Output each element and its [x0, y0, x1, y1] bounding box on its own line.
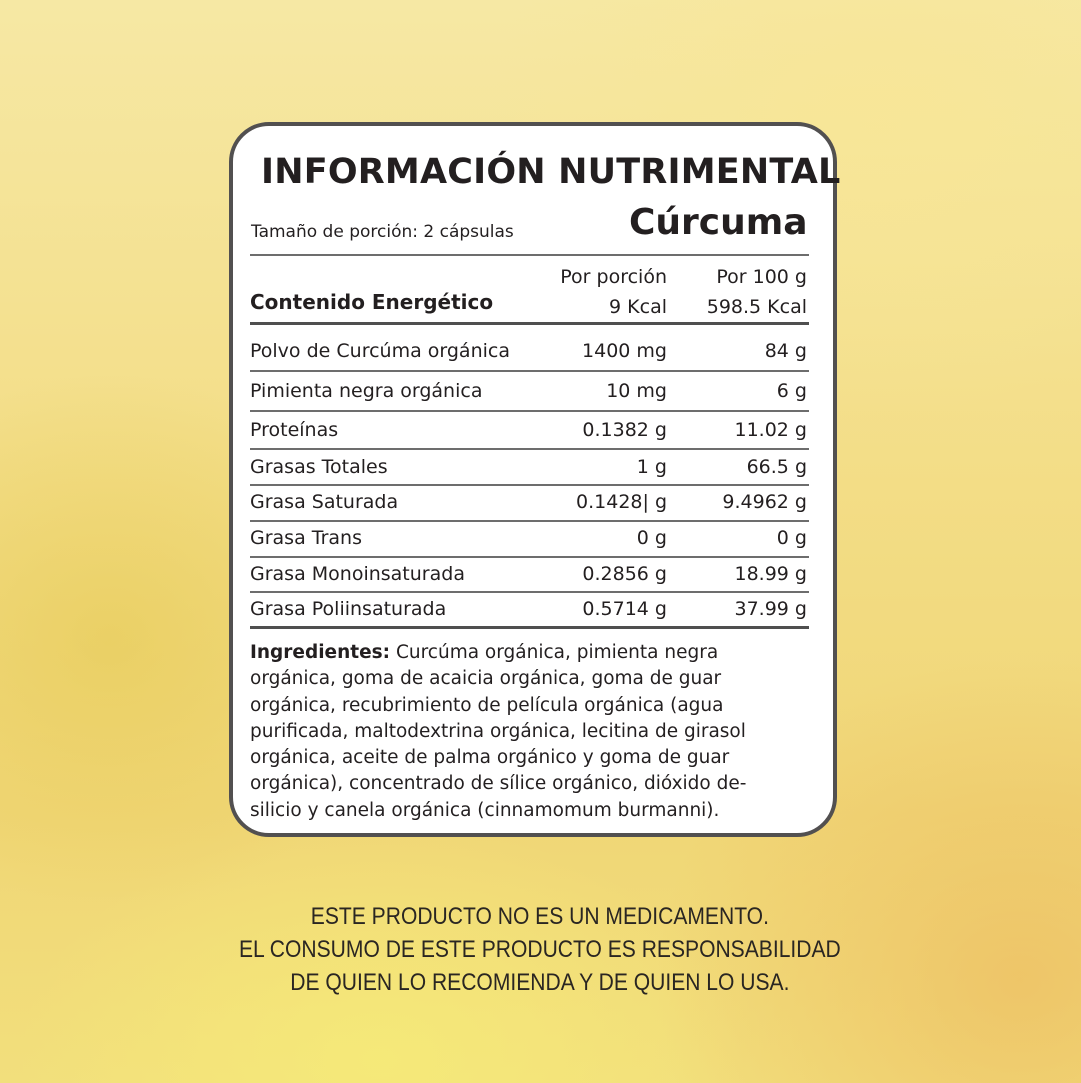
- divider: [250, 370, 809, 372]
- per-serving-value: 1400 mg: [582, 340, 667, 362]
- nutrient-name: Grasa Poliinsaturada: [250, 598, 447, 620]
- divider: [250, 556, 809, 558]
- energy-per-serving: 9 Kcal: [609, 296, 667, 318]
- legal-disclaimer: [75, 900, 1005, 999]
- ingredients-line: purificada, maltodextrina orgánica, lecitina de girasol: [250, 720, 746, 742]
- per-100g-value: 37.99 g: [734, 598, 807, 620]
- per-100g-value: 66.5 g: [746, 456, 807, 478]
- column-header-per-serving: Por porción: [560, 266, 667, 288]
- product-name: Cúrcuma: [629, 202, 808, 243]
- nutrient-name: Grasa Monoinsaturada: [250, 563, 465, 585]
- per-serving-value: 10 mg: [606, 380, 667, 402]
- energy-per-100g: 598.5 Kcal: [706, 296, 807, 318]
- per-100g-value: 6 g: [776, 380, 807, 402]
- ingredients-line: orgánica, goma de acaicia orgánica, goma de guar: [250, 668, 722, 690]
- per-100g-value: 9.4962 g: [722, 491, 807, 513]
- ingredients-line: orgánica), concentrado de sílice orgánico, dióxido de-: [250, 773, 747, 795]
- divider: [250, 520, 809, 522]
- nutrient-name: Grasa Saturada: [250, 491, 399, 513]
- per-serving-value: 0 g: [636, 527, 667, 549]
- divider: [250, 410, 809, 412]
- nutrition-facts-panel: [229, 122, 841, 837]
- nutrient-name: Proteínas: [250, 419, 339, 441]
- per-serving-value: 0.2856 g: [582, 563, 667, 585]
- nutrient-name: Polvo de Curcúma orgánica: [250, 340, 510, 362]
- divider: [250, 591, 809, 593]
- serving-size: Tamaño de porción: 2 cápsulas: [251, 222, 514, 242]
- disclaimer-line: ESTE PRODUCTO NO ES UN MEDICAMENTO.: [310, 903, 769, 930]
- per-serving-value: 0.1428| g: [576, 491, 667, 513]
- per-serving-value: 0.5714 g: [582, 598, 667, 620]
- column-header-per-100g: Por 100 g: [716, 266, 807, 288]
- ingredients-label: Ingredientes:: [250, 642, 391, 663]
- divider: [250, 626, 809, 629]
- ingredients-text: [250, 640, 822, 824]
- divider: [250, 484, 809, 486]
- nutrient-name: Grasas Totales: [250, 456, 388, 478]
- nutrient-name: Grasa Trans: [250, 527, 362, 549]
- nutrient-name: Pimienta negra orgánica: [250, 380, 483, 402]
- per-100g-value: 84 g: [764, 340, 807, 362]
- ingredients-line: Curcúma orgánica, pimienta negra: [390, 642, 719, 663]
- ingredients-line: silicio y canela orgánica (cinnamomum burmanni).: [250, 799, 720, 821]
- panel-title: INFORMACIÓN NUTRIMENTAL: [261, 152, 841, 192]
- per-serving-value: 1 g: [636, 456, 667, 478]
- divider: [250, 254, 809, 256]
- per-100g-value: 11.02 g: [734, 419, 807, 441]
- divider: [250, 322, 809, 325]
- disclaimer-line: EL CONSUMO DE ESTE PRODUCTO ES RESPONSABILIDAD: [238, 936, 841, 963]
- divider: [250, 448, 809, 450]
- per-100g-value: 0 g: [776, 527, 807, 549]
- ingredients-line: orgánica, aceite de palma orgánico y goma de guar: [250, 747, 730, 769]
- per-100g-value: 18.99 g: [734, 563, 807, 585]
- per-serving-value: 0.1382 g: [582, 419, 667, 441]
- disclaimer-line: DE QUIEN LO RECOMIENDA Y DE QUIEN LO USA.: [290, 969, 790, 996]
- ingredients-line: orgánica, recubrimiento de película orgánica (agua: [250, 694, 724, 716]
- energy-label: Contenido Energético: [250, 290, 494, 314]
